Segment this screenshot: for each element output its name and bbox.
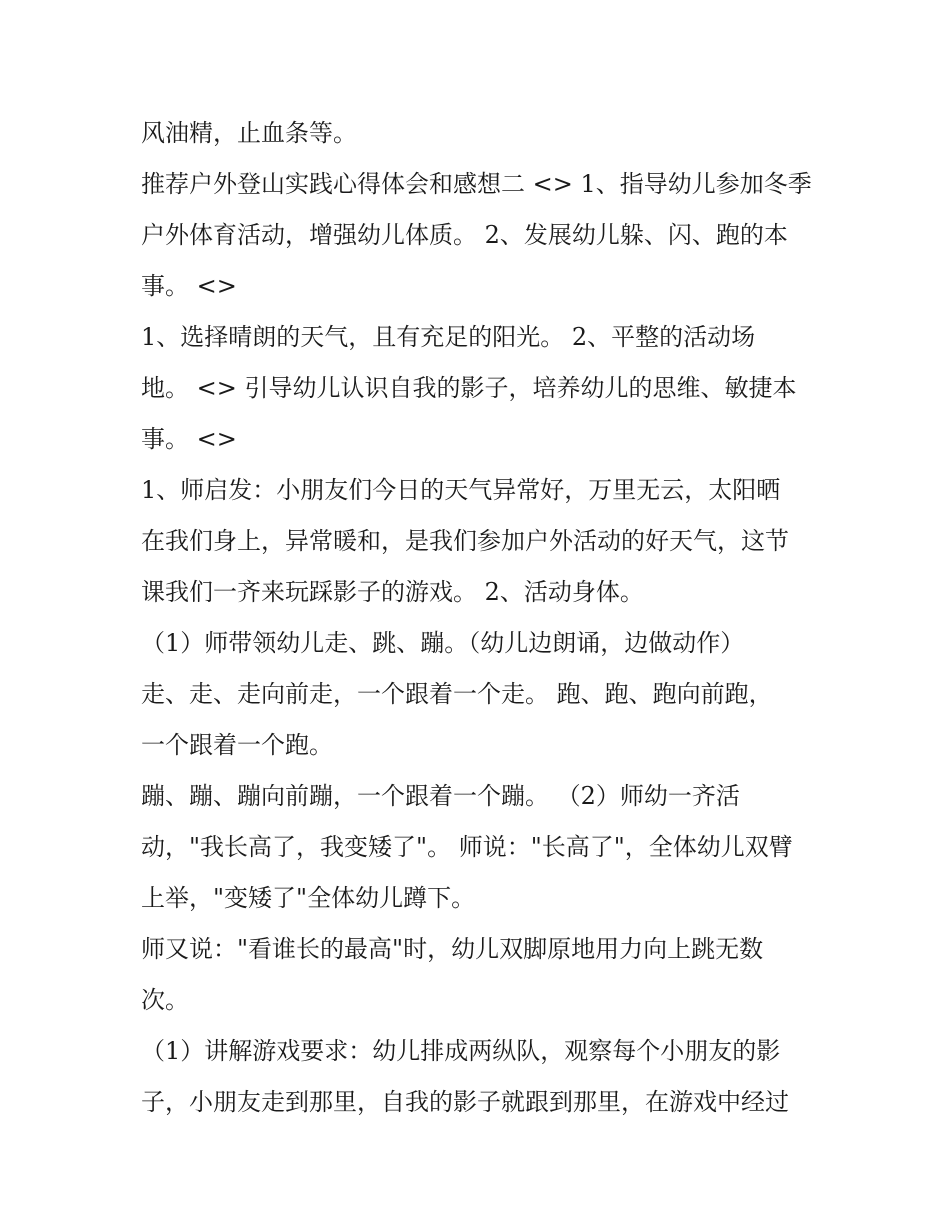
text-line: 户外体育活动，增强幼儿体质。 2、发展幼儿躲、闪、跑的本 xyxy=(141,221,788,249)
text-line: （1）师带领幼儿走、跳、蹦。（幼儿边朗诵，边做动作） xyxy=(141,629,745,657)
text-line: 师又说："看谁长的最高"时，幼儿双脚原地用力向上跳无数 xyxy=(141,935,764,963)
text-line: （1）讲解游戏要求：幼儿排成两纵队，观察每个小朋友的影 xyxy=(141,1037,781,1065)
text-line: 课我们一齐来玩踩影子的游戏。 2、活动身体。 xyxy=(141,578,644,606)
text-line: 推荐户外登山实践心得体会和感想二 <> 1、指导幼儿参加冬季 xyxy=(141,170,812,198)
text-line: 事。 <> xyxy=(141,272,237,300)
text-line: 次。 xyxy=(141,986,189,1014)
text-line: 事。 <> xyxy=(141,425,237,453)
text-line: 一个跟着一个跑。 xyxy=(141,731,333,759)
text-line: 走、走、走向前走，一个跟着一个走。 跑、跑、跑向前跑， xyxy=(141,680,773,708)
text-line: 1、师启发：小朋友们今日的天气异常好，万里无云，太阳晒 xyxy=(141,476,781,504)
text-line: 子，小朋友走到那里，自我的影子就跟到那里，在游戏中经过 xyxy=(141,1088,789,1116)
document-body xyxy=(141,108,841,1128)
text-line: 动，"我长高了，我变矮了"。 师说："长高了"，全体幼儿双臂 xyxy=(141,833,793,861)
text-line: 蹦、蹦、蹦向前蹦，一个跟着一个蹦。 （2）师幼一齐活 xyxy=(141,782,740,810)
text-line: 在我们身上，异常暖和，是我们参加户外活动的好天气，这节 xyxy=(141,527,789,555)
text-line: 1、选择晴朗的天气，且有充足的阳光。 2、平整的活动场 xyxy=(141,323,756,351)
text-line: 风油精，止血条等。 xyxy=(141,119,357,147)
text-line: 上举，"变矮了"全体幼儿蹲下。 xyxy=(141,884,476,912)
text-line: 地。 <> 引导幼儿认识自我的影子，培养幼儿的思维、敏捷本 xyxy=(141,374,797,402)
